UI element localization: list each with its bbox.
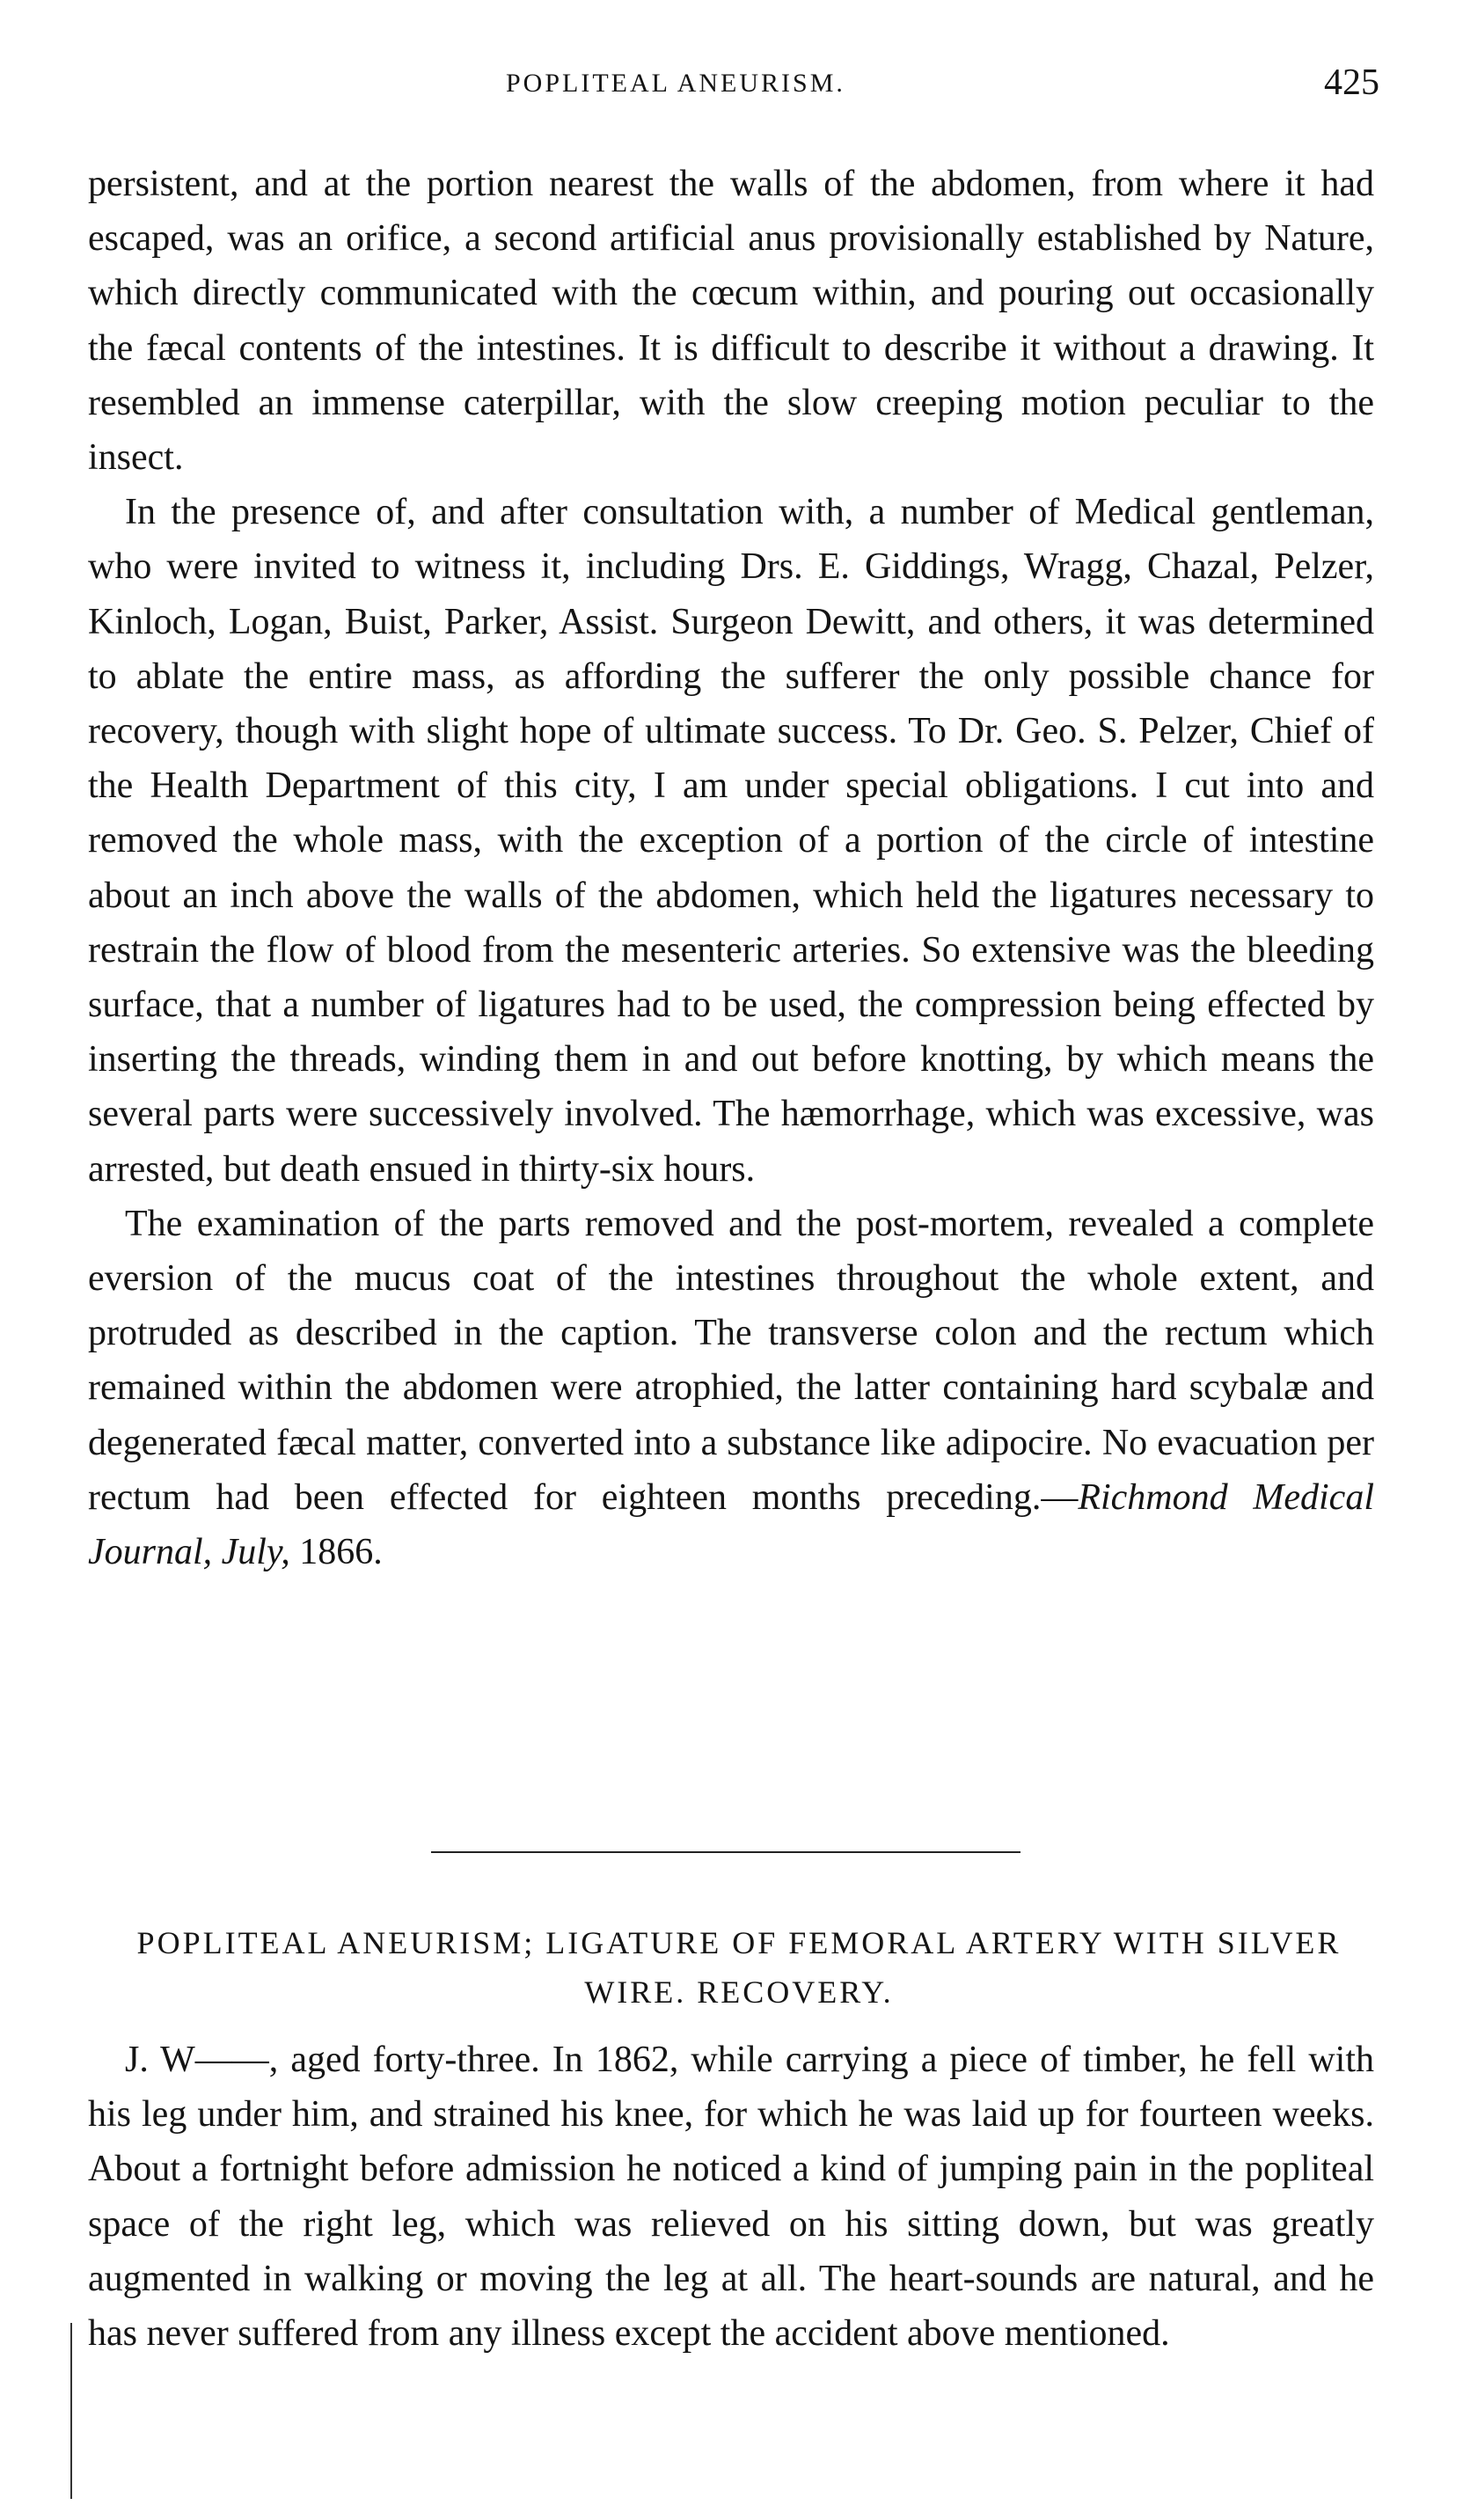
margin-line: [70, 2323, 72, 2499]
article-title: POPLITEAL ANEURISM; LIGATURE OF FEMORAL ARTERY WITH SILVER WIRE. RECOVERY.: [136, 1925, 1342, 2010]
citation-year: 1866.: [289, 1532, 383, 1573]
new-article-text: [88, 2033, 1374, 2361]
running-head: [88, 62, 1379, 114]
section-divider: [431, 1851, 1020, 1853]
examination-paragraph: [88, 1197, 1374, 1579]
running-title: POPLITEAL ANEURISM.: [506, 69, 845, 98]
continued-paragraph: persistent, and at the portion nearest the walls of the abdomen, from where it had escaped, was an orifice, a second artificial anus provisionally established by Nature, which directly communicated with the cœcum within, and pouring out occasionally the fæcal contents of the intestines. It is difficult to describe it without a drawing. It resembled an immense caterpillar, with the slow creeping motion peculiar to the insect.: [88, 164, 1374, 479]
operation-paragraph: In the presence of, and after consultation with, a number of Medical gentleman, who were invited to witness it, including Drs. E. Giddings, Wragg, Chazal, Pelzer, Kinloch, Logan, Buist, Parker, Assist. Surgeon Dewitt, and others, it was determined to ablate the entire mass, as affording the sufferer the only possible chance for recovery, though with slight hope of ultimate success. To Dr. Geo. S. Pelzer, Chief of the Health Department of this city, I am under special obligations. I cut into and removed the whole mass, with the exception of a portion of the circle of intestine about an inch above the walls of the abdomen, which held the ligatures necessary to restrain the flow of blood from the mesenteric arteries. So extensive was the bleeding surface, that a number of ligatures had to be used, the compression being effected by inserting the threads, winding them in and out before knotting, by which means the several parts were successively involved. The hæmorrhage, which was excessive, was arrested, but death ensued in thirty-six hours.: [88, 492, 1374, 1190]
page-number: 425: [1324, 62, 1379, 103]
previous-article-text: [88, 157, 1374, 1579]
examination-text: The examination of the parts removed and the post-mortem, revealed a complete eversion of the mucus coat of the intestines throughout the whole extent, and protruded as described in the caption. The transverse colon and the rectum which remained within the abdomen were atrophied, the latter containing hard scybalæ and degenerated fæcal matter, converted into a substance like adipocire. No evacuation per rectum had been effected for eighteen months preceding.—: [88, 1203, 1374, 1518]
source-citation: Richmond Medical Journal, July,: [88, 1476, 1374, 1573]
case-paragraph: J. W——, aged forty-three. In 1862, while carrying a piece of timber, he fell with his leg under him, and strained his knee, for which he was laid up for fourteen weeks. About a fortnight before admission he noticed a kind of jumping pain in the popliteal space of the right leg, which was relieved on his sitting down, but was greatly augmented in walking or moving the leg at all. The heart-sounds are natural, and he has never suffered from any illness except the accident above mentioned.: [88, 2040, 1374, 2355]
